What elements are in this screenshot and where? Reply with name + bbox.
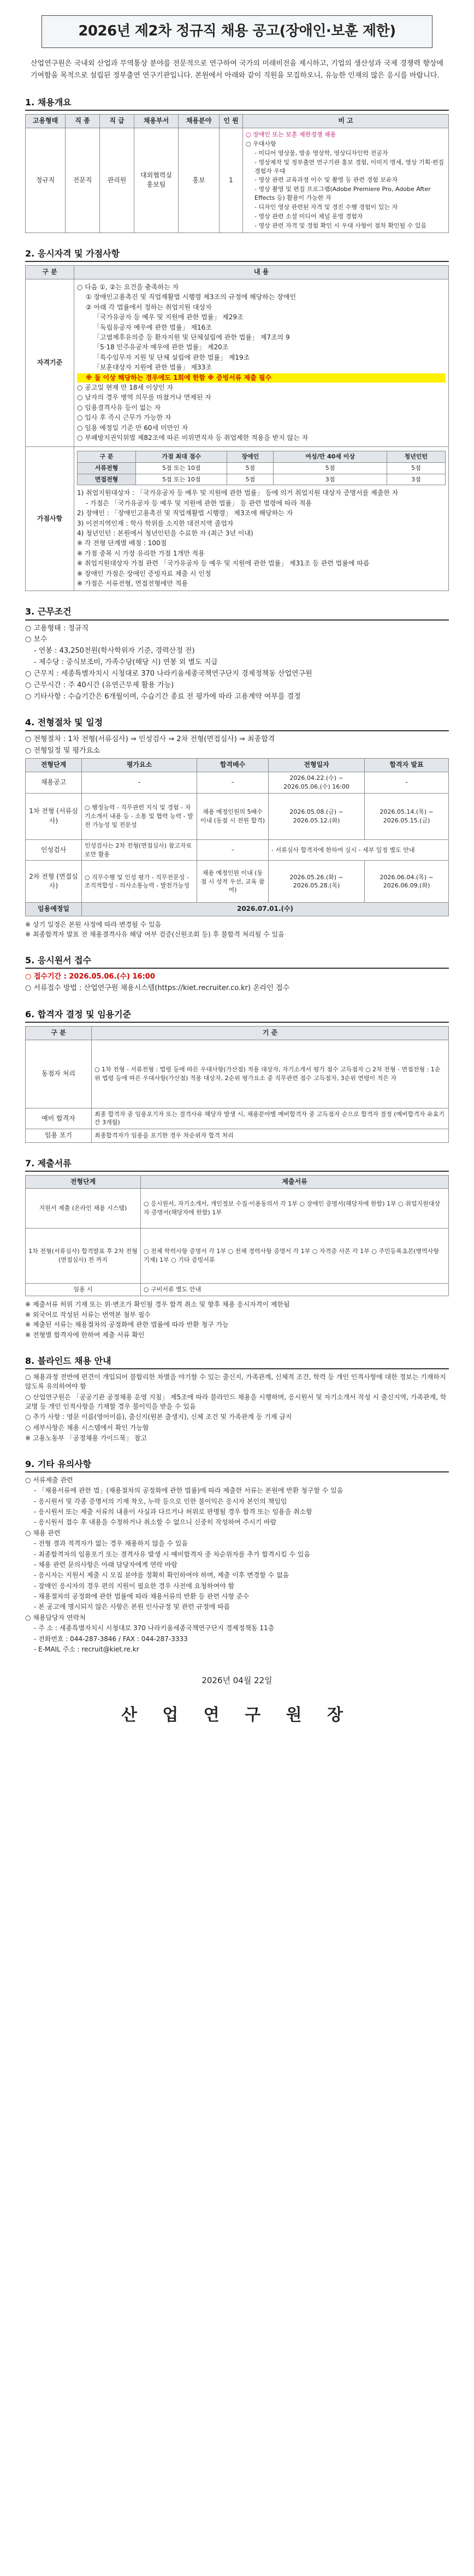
qual-item: 「독립유공자 예우에 관한 법률」 제16조 xyxy=(93,323,212,331)
table-cell: - xyxy=(82,772,197,793)
bonus-note: ※ 취업지원대상자 가점 관련 「국가유공자 등 예우 및 지원에 관한 법률」 제31조 등 관련 법률에 따름 xyxy=(77,559,370,568)
bonus-note: 3) 이전지역인재 : 학사 학위를 소지한 대전지역 졸업자 xyxy=(77,519,234,527)
table-header-row xyxy=(26,1027,449,1040)
table-cell: 5점 또는 10점 xyxy=(136,462,227,474)
bonus-note: ※ 각 전형 단계별 배점 : 100점 xyxy=(77,539,167,547)
blind-line: ※ 고용노동부 「공정채용 가이드북」 참고 xyxy=(25,1434,147,1442)
schedule-table xyxy=(25,758,449,916)
table-header: 합격자 발표 xyxy=(365,759,449,772)
table-row xyxy=(26,279,449,446)
note-item: ○ 장애인 또는 보훈 제한경쟁 채용 xyxy=(246,130,336,138)
condition-line: ○ 근무지 : 세종특별자치시 시청대로 370 나라키움세종국책연구단지 경제정책동 산업연구원 xyxy=(25,669,312,678)
table-header: 합격배수 xyxy=(197,759,269,772)
qual-item: ② 아래 각 법률에서 정하는 취업지원 대상자 xyxy=(86,303,212,311)
note-line: ※ 제출서류 허위 기재 또는 위·변조가 확인될 경우 합격 취소 및 향후 채용 응시자격이 제한됨 xyxy=(25,1301,290,1309)
qual-item: ○ 공고일 현재 만 18세 이상인 자 xyxy=(77,383,174,391)
table-cell: 1차 전형(서류심사) 합격발표 후 2차 전형(면접심사) 전 까지 xyxy=(26,1229,141,1284)
signature: 산 업 연 구 원 장 xyxy=(121,1706,353,1725)
qual-item: ① 장애인고용촉진 및 직업재활법 시행령 제3조의 규정에 해당하는 장애인 xyxy=(86,293,297,301)
table-row xyxy=(26,1108,449,1129)
table-cell: 2026.06.04.(목) ~ 2026.06.09.(화) xyxy=(365,861,449,903)
qual-item: 「특수임무자 지원 및 단체 설립에 관한 법률」 제19조 xyxy=(93,353,250,361)
table-row xyxy=(26,446,449,591)
table-header: 직 급 xyxy=(100,115,134,128)
note-item: - 영상 촬영 및 편집 프로그램(Adobe Premiere Pro, Adobe After Effects 등) 활용이 가능한 자 xyxy=(254,186,431,202)
other-line: - 채용 관련 문의사항은 아래 담당자에게 연락 바람 xyxy=(34,1560,177,1569)
application-line: ○ 서류접수 방법 : 산업연구원 채용시스템(https://kiet.recruiter.co.kr) 온라인 접수 xyxy=(25,984,290,993)
section-title-overview: 1. 채용개요 xyxy=(25,97,72,108)
blind-line: ○ 세부사항은 채용 시스템에서 확인 가능함 xyxy=(25,1423,149,1432)
bonus-note: ※ 가점은 서류전형, 면접전형에만 적용 xyxy=(77,579,188,587)
table-row xyxy=(26,903,449,916)
qualification-cell xyxy=(74,279,449,446)
table-header: 구 분 xyxy=(78,451,136,462)
table-header: 인 원 xyxy=(220,115,243,128)
other-line: - 응시원서 및 각종 증명서의 기재 착오, 누락 등으로 인한 불이익은 응시자 본인의 책임임 xyxy=(34,1497,287,1505)
note-item: - 미디어 영상물, 방송 영상학, 영상디자인학 전공자 xyxy=(254,149,388,157)
schedule-line: ○ 전형절차 : 1차 전형(서류심사) ⇒ 인성검사 ⇒ 2차 전형(면접심사) ⇒ 최종합격 xyxy=(25,735,275,743)
table-cell: 2026.04.22.(수) ~ 2026.05.06.(수) 16:00 xyxy=(269,772,365,793)
section-title-qualifications: 2. 응시자격 및 가점사항 xyxy=(25,248,120,259)
section-divider xyxy=(25,261,449,262)
bonus-note: 1) 취업지원대상자 : 「국가유공자 등 예우 및 지원에 관한 법률」 등에 의거 취업지원 대상자 증명서를 제출한 자 xyxy=(77,489,399,497)
table-header: 채용분야 xyxy=(179,115,220,128)
section-title-application: 5. 응시원서 접수 xyxy=(25,955,92,966)
other-line: - 최종합격자의 임용포기 또는 결격사유 발생 시 예비합격자 중 차순위자를 추가 합격시킬 수 있음 xyxy=(34,1550,311,1558)
section-title-schedule: 4. 전형절차 및 일정 xyxy=(25,717,103,728)
table-cell: 채용공고 xyxy=(26,772,82,793)
conditions-block xyxy=(25,624,449,702)
blind-line: ○ 추가 사항 : 영문 이름(영어이름), 출신지(원본 출생지), 신체 조건 및 가족관계 등 기재 금지 xyxy=(25,1413,292,1421)
table-cell: 2026.05.14.(목) ~ 2026.05.15.(금) xyxy=(365,793,449,839)
table-header: 청년인턴 xyxy=(387,451,445,462)
qual-item: 「국가유공자 등 예우 및 지원에 관한 법률」 제29조 xyxy=(93,313,244,321)
table-cell: 1 xyxy=(220,128,243,232)
section-title-decision: 6. 합격자 결정 및 임용기준 xyxy=(25,1009,132,1019)
other-line: - 본 공고에 명시되지 않은 사항은 본원 인사규정 및 관련 규정에 따름 xyxy=(34,1603,230,1611)
overview-notes-cell xyxy=(243,128,449,232)
notice-date: 2026년 04월 22일 xyxy=(202,1675,272,1686)
note-item: - 디자인 영상 관련된 자격 및 경진 수행 경험이 있는 자 xyxy=(254,204,398,211)
table-cell: 홍보 xyxy=(179,128,220,232)
note-item: - 영상 관련 소셜 미디어 채널 운영 경험자 xyxy=(254,213,363,220)
table-cell: 정규직 xyxy=(26,128,66,232)
table-cell: 채용 예정인원 이내 (동점 시 성적 우선, 교육 참여) xyxy=(197,861,269,903)
table-cell: 예비 합격자 xyxy=(26,1108,92,1129)
contact-email[interactable]: - E-MAIL 주소 : recruit@kiet.re.kr xyxy=(34,1645,139,1654)
table-cell: 2차 전형 (면접심사) xyxy=(26,861,82,903)
section-divider xyxy=(25,1368,449,1369)
documents-notes xyxy=(25,1299,449,1340)
table-cell: 지원서 제출 (온라인 채용 시스템) xyxy=(26,1189,141,1229)
table-cell: ○ 구비서류 별도 안내 xyxy=(141,1284,449,1296)
condition-line: ○ 보수 xyxy=(25,635,48,644)
schedule-line: ○ 전형일정 및 평가요소 xyxy=(25,746,100,755)
table-cell: 최종합격자가 임용을 포기한 경우 차순위자 합격 처리 xyxy=(92,1129,449,1142)
table-header: 직 종 xyxy=(66,115,100,128)
other-line: - 응시원서 또는 제출 서류의 내용이 사실과 다르거나 허위로 판명될 경우 합격 또는 임용을 취소함 xyxy=(34,1507,312,1516)
note-line: ※ 최종합격자 발표 전 채용결격사유 해당 여부 검증(신원조회 등) 후 불합격 처리될 수 있음 xyxy=(25,931,285,939)
table-cell: 인성검사는 2차 전형(면접심사) 참고자료로만 활용 xyxy=(82,839,197,861)
bonus-cell xyxy=(74,446,449,591)
table-row xyxy=(26,1284,449,1296)
table-cell: 3점 xyxy=(274,474,387,485)
section-divider xyxy=(25,619,449,621)
table-cell: 1차 전형 (서류심사) xyxy=(26,793,82,839)
table-header: 제출서류 xyxy=(141,1175,449,1188)
table-cell: ○ 행정능력 - 직무관련 지식 및 경험 - 자기소개서 내용 등 - 소통 및 협력 능력 - 발전 가능성 및 전문성 xyxy=(82,793,197,839)
table-cell: ○ 전체 학력사항 증명서 각 1부 ○ 전체 경력사항 증명서 각 1부 ○ 자격증 사본 각 1부 ○ 주민등록초본(병역사항 기재) 1부 ○ 기타 증빙서류 xyxy=(141,1229,449,1284)
table-row xyxy=(26,793,449,839)
note-item: - 영상제작 및 정부출연 연구기관 홍보 경험, 이미지 명세, 영상 기획·편집 경험자 우대 xyxy=(254,158,444,175)
table-row xyxy=(26,128,449,232)
table-header: 내 용 xyxy=(74,266,449,279)
section-title-blind: 8. 블라인드 채용 안내 xyxy=(25,1355,111,1366)
table-header: 기 준 xyxy=(92,1027,449,1040)
table-header: 구 분 xyxy=(26,266,74,279)
table-cell: 5점 또는 10점 xyxy=(136,474,227,485)
qual-item: 「고엽제후유의증 등 환자지원 및 단체설립에 관한 법률」 제7조의 9 xyxy=(93,333,290,341)
qual-item: ○ 남자의 경우 병역 의무를 마쳤거나 면제된 자 xyxy=(77,393,211,402)
documents-table xyxy=(25,1175,449,1296)
table-cell: 인성검사 xyxy=(26,839,82,861)
qual-item: 「5·18 민주유공자 예우에 관한 법률」 제20조 xyxy=(93,343,229,351)
table-cell: 채용 예정인원의 5배수 이내 (동점 시 전원 합격) xyxy=(197,793,269,839)
table-header: 가점 최대 점수 xyxy=(136,451,227,462)
qual-warning: ※ 둘 이상 해당하는 경우에도 1회에 한함 ※ 증빙서류 제출 필수 xyxy=(77,373,446,383)
note-item: ○ 우대사항 xyxy=(246,140,276,147)
section-divider xyxy=(25,1022,449,1023)
note-item: - 영상 관련 교육과정 이수 및 촬영 등 관련 경험 보유자 xyxy=(254,176,398,184)
table-cell: 2026.05.08.(금) ~ 2026.05.12.(화) xyxy=(269,793,365,839)
bonus-note: - 가점은 「국가유공자 등 예우 및 지원에 관한 법률」 등 관련 법령에 따라 적용 xyxy=(86,499,312,507)
section-divider xyxy=(25,730,449,731)
application-line: ○ 접수기간 : 2026.05.06.(수) 16:00 xyxy=(25,973,155,981)
table-cell: 임용 시 xyxy=(26,1284,141,1296)
section-divider xyxy=(25,1471,449,1472)
table-cell: 임용예정일 xyxy=(26,903,82,916)
row-label: 가점사항 xyxy=(26,446,74,591)
table-row xyxy=(26,1040,449,1108)
qual-item: ○ 입사 후 즉시 근무가 가능한 자 xyxy=(77,414,171,422)
table-cell: 5점 xyxy=(274,462,387,474)
table-header: 전형단계 xyxy=(26,1175,141,1188)
other-line: - 장애인 응시자의 경우 편의 지원이 필요한 경우 사전에 요청하여야 함 xyxy=(34,1582,235,1590)
table-row xyxy=(26,839,449,861)
other-line: - 응시원서 접수 후 내용을 수정하거나 취소할 수 없으니 신중히 작성하여 주시기 바람 xyxy=(34,1518,277,1526)
table-row xyxy=(26,1129,449,1142)
table-header-row xyxy=(26,759,449,772)
qual-item: 「보훈대상자 지원에 관한 법률」 제33조 xyxy=(93,363,212,372)
table-cell: 대외협력실 홍보팀 xyxy=(134,128,179,232)
table-header: 전형일자 xyxy=(269,759,365,772)
contact-phone: - 전화번호 : 044-287-3846 / FAX : 044-287-3333 xyxy=(34,1635,188,1643)
section-divider xyxy=(25,1171,449,1172)
other-line: ○ 채용담당자 연락처 xyxy=(25,1613,86,1621)
table-cell: 2026.05.26.(화) ~ 2026.05.28.(목) xyxy=(269,861,365,903)
condition-line: - 연봉 : 43,250천원(학사학위자 기준, 경력산정 전) xyxy=(34,647,195,655)
note-line: ※ 외국어로 작성된 서류는 번역본 첨부 필수 xyxy=(25,1310,151,1319)
table-cell: - 서류심사 합격자에 한하여 실시 - 세부 일정 별도 안내 xyxy=(269,839,449,861)
table-row xyxy=(26,861,449,903)
bonus-note: ※ 장애인 가점은 장애인 증빙자료 제출 시 인정 xyxy=(77,569,211,577)
note-line: ※ 전형별 합격자에 한하여 제출 서류 확인 xyxy=(25,1331,145,1339)
table-cell: 면접전형 xyxy=(78,474,136,485)
bonus-note: ※ 가점 중복 시 가장 유리한 가점 1개만 적용 xyxy=(77,549,205,557)
table-cell: 3점 xyxy=(387,474,445,485)
table-cell: 5점 xyxy=(227,474,274,485)
table-cell: 관리원 xyxy=(100,128,134,232)
table-header-row xyxy=(26,1175,449,1188)
qual-item: ○ 부패방지권익위법 제82조에 따른 비위면직자 등 취업제한 적용을 받지 않는 자 xyxy=(77,433,309,442)
table-cell: ○ 직무수행 및 인성 평가 - 직무전문성 - 조직적합성 - 의사소통능력 - 발전가능성 xyxy=(82,861,197,903)
table-header: 평가요소 xyxy=(82,759,197,772)
other-line: - 「채용서류에 관한 법」(채용절차의 공정화에 관한 법률)에 따라 제출한 서류는 본원에 반환 청구할 수 있음 xyxy=(34,1487,343,1495)
table-cell: 2026.07.01.(수) xyxy=(82,903,449,916)
qual-item: ○ 다음 ①, ②는 요건을 충족하는 자 xyxy=(77,283,179,291)
table-row xyxy=(78,462,446,474)
blind-line: ○ 채용과정 전반에 편견이 개입되어 불합리한 차별을 야기할 수 있는 출신지, 가족관계, 신체적 조건, 학력 등 개인 인적사항에 대한 정보는 기재하지 않도록 유의하여야 함 xyxy=(25,1373,446,1391)
qualification-table xyxy=(25,265,449,591)
blind-block xyxy=(25,1373,449,1444)
table-cell: - xyxy=(197,772,269,793)
table-cell: 5점 xyxy=(227,462,274,474)
page-title: 2026년 제2차 정규직 채용 공고(장애인·보훈 제한) xyxy=(78,23,396,40)
other-block xyxy=(25,1476,449,1655)
table-cell: 서류전형 xyxy=(78,462,136,474)
table-cell: ○ 응시원서, 자기소개서, 개인정보 수집·이용동의서 각 1부 ○ 장애인 증명서(해당자에 한함) 1부 ○ 취업지원대상자 증명서(해당자에 한함) 1부 xyxy=(141,1189,449,1229)
note-line: ※ 제출된 서류는 채용절차의 공정화에 관한 법률에 따라 반환 청구 가능 xyxy=(25,1321,229,1329)
qual-item: ○ 임용결격사유 등이 없는 자 xyxy=(77,403,161,412)
table-header: 비 고 xyxy=(243,115,449,128)
table-header: 전형단계 xyxy=(26,759,82,772)
table-header-row xyxy=(26,266,449,279)
decision-table xyxy=(25,1026,449,1143)
table-header-row xyxy=(78,451,446,462)
table-row xyxy=(78,474,446,485)
other-line: ○ 채용 관련 xyxy=(25,1529,61,1537)
table-cell: 전문직 xyxy=(66,128,100,232)
title-box xyxy=(42,15,432,48)
row-label: 자격기준 xyxy=(26,279,74,446)
condition-line: ○ 기타사항 : 수습기간은 6개월이며, 수습기간 종료 전 평가에 따라 고용계약 여부를 결정 xyxy=(25,692,301,701)
condition-line: ○ 고용형태 : 정규직 xyxy=(25,624,89,633)
section-divider xyxy=(25,110,449,111)
section-title-conditions: 3. 근무조건 xyxy=(25,606,72,617)
table-row xyxy=(26,1229,449,1284)
table-cell: 동점자 처리 xyxy=(26,1040,92,1108)
other-line: ○ 서류제출 관련 xyxy=(25,1476,73,1484)
table-header: 고용형태 xyxy=(26,115,66,128)
intro-paragraph: 산업연구원은 국내외 산업과 무역통상 분야를 전문적으로 연구하여 국가의 미래비전을 제시하고, 기업의 생산성과 국제 경쟁력 향상에 기여함을 목적으로 설립된 정부출연 연구기관입니다. 본원에서 아래와 같이 직원을 모집하오니, 유능한 인재의 많은 응시를 바랍니다. xyxy=(31,59,443,80)
contact-address: - 주 소 : 세종특별자치시 시청대로 370 나라키움세종국책연구단지 경제정책동 11층 xyxy=(34,1624,275,1632)
overview-table xyxy=(25,114,449,233)
bonus-note: 2) 장애인 : 「장애인고용촉진 및 직업재활법 시행령」 제3조에 해당하는 자 xyxy=(77,509,293,517)
other-line: - 응시자는 지원서 제출 시 모집 분야를 정확히 확인하여야 하며, 제출 이후 변경할 수 없음 xyxy=(34,1571,289,1579)
table-header: 구 분 xyxy=(26,1027,92,1040)
table-row xyxy=(26,1189,449,1229)
blind-line: ○ 산업연구원은 「공공기관 공정채용 운영 지침」 제5조에 따라 블라인드 채용을 시행하며, 응시원서 및 자기소개서 작성 시 출신지역, 가족관계, 학교명 등 개인 인적사항을 기재할 경우 불이익을 받을 수 있음 xyxy=(25,1393,447,1411)
section-title-documents: 7. 제출서류 xyxy=(25,1158,72,1168)
section-divider xyxy=(25,968,449,969)
table-row xyxy=(26,772,449,793)
table-header: 채용부서 xyxy=(134,115,179,128)
qual-item: ○ 임용 예정일 기준 만 60세 미만인 자 xyxy=(77,424,188,432)
table-cell: 최종 합격자 중 임용포기자 또는 결격사유 해당자 발생 시, 채용분야별 예비합격자 중 고득점자 순으로 합격자 결정 (예비합격자 유효기간 3개월) xyxy=(92,1108,449,1129)
note-line: ※ 상기 일정은 본원 사정에 따라 변경될 수 있음 xyxy=(25,920,162,928)
table-header: 장애인 xyxy=(227,451,274,462)
table-cell: 5점 xyxy=(387,462,445,474)
note-item: - 영상 관련 자격 및 경험 확인 시 우대 사항이 점차 확인될 수 있음 xyxy=(254,222,427,230)
table-cell: 임용 포기 xyxy=(26,1129,92,1142)
table-cell: - xyxy=(197,839,269,861)
section-title-other: 9. 기타 유의사항 xyxy=(25,1458,92,1469)
condition-line: - 제수당 : 중식보조비, 가족수당(해당 시) 연봉 외 별도 지급 xyxy=(34,658,218,667)
notice-page xyxy=(0,15,474,1727)
table-cell: ○ 1차 전형 - 서류전형 : 법령 등에 따른 우대사항(가산점) 적용 대상자, 자기소개서 평가 점수 고득점자 ○ 2차 전형 - 면접전형 : 1순위 법령 등에 따른 우대사항(가산점) 적용 대상자, 2순위 평가요소 중 직무관련 점수 고득점자, 3순위 연령이 적은 자 xyxy=(92,1040,449,1108)
bonus-table xyxy=(77,451,446,486)
condition-line: ○ 근무시간 : 주 40시간 (유연근무제 활용 가능) xyxy=(25,681,174,689)
table-header: 여성/만 40세 이상 xyxy=(274,451,387,462)
other-line: - 채용절차의 공정화에 관한 법률에 따라 채용서류의 반환 등 관련 사항 준수 xyxy=(34,1593,250,1601)
table-header-row xyxy=(26,115,449,128)
table-cell: - xyxy=(365,772,449,793)
bonus-note: 4) 청년인턴 : 본원에서 청년인턴을 수료한 자 (최근 3년 이내) xyxy=(77,529,253,538)
other-line: - 전형 결과 적격자가 없는 경우 채용하지 않을 수 있음 xyxy=(34,1540,188,1548)
schedule-notes xyxy=(25,920,449,940)
